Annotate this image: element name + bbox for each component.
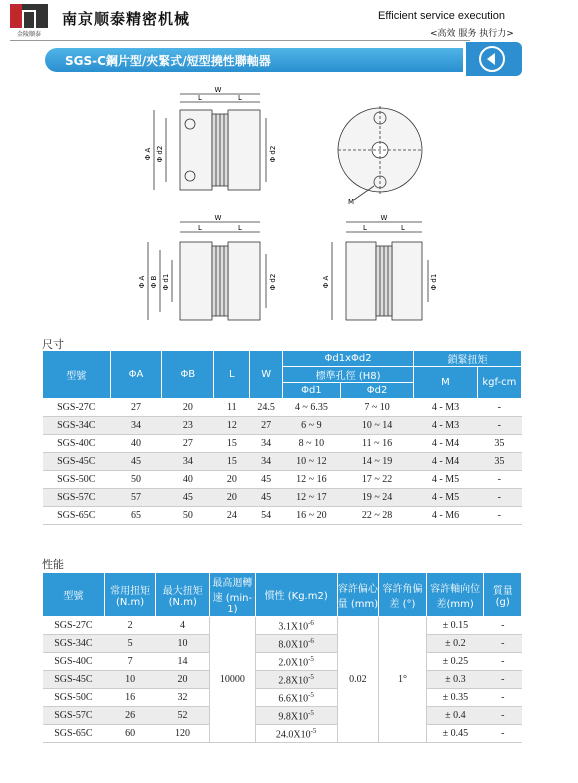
company-name: 南京顺泰精密机械: [62, 10, 191, 28]
cell-max: 14: [156, 653, 210, 671]
col-d2: Φd2: [340, 383, 413, 399]
cell-l: 15: [214, 453, 250, 471]
back-button[interactable]: [466, 42, 522, 76]
cell-max: 20: [156, 671, 210, 689]
cell-model: SGS-27C: [43, 617, 105, 635]
svg-text:W: W: [214, 214, 222, 222]
cell-l: 12: [214, 417, 250, 435]
performance-section-label: 性能: [42, 558, 64, 571]
cell-mass: -: [484, 635, 522, 653]
inertia-exponent: -6: [308, 618, 314, 627]
svg-text:Φ d2: Φ d2: [269, 273, 277, 291]
cell-w: 27: [250, 417, 283, 435]
cell-kgf: 35: [477, 453, 521, 471]
side-view-bottom-left: [148, 222, 266, 320]
col-model: 型號: [43, 573, 105, 617]
cell-axial: ± 0.2: [426, 635, 484, 653]
cell-rated: 10: [104, 671, 156, 689]
cell-mass: -: [484, 653, 522, 671]
col-w: W: [250, 351, 283, 399]
cell-b: 34: [162, 453, 214, 471]
table-row: [43, 671, 522, 689]
product-title-bar: [45, 48, 463, 72]
cell-b: 27: [162, 435, 214, 453]
cell-a: 27: [110, 399, 162, 417]
col-d1: Φd1: [282, 383, 340, 399]
cell-model: SGS-45C: [43, 453, 111, 471]
table-row: [43, 435, 522, 453]
col-max-speed: 最高迴轉速 (min-1): [210, 573, 256, 617]
cell-rated: 5: [104, 635, 156, 653]
cell-rated: 60: [104, 725, 156, 743]
col-bore-group: Φd1xΦd2: [282, 351, 413, 367]
inertia-exponent: -5: [310, 726, 317, 735]
cell-rated: 16: [104, 689, 156, 707]
cell-d1: 6 ~ 9: [282, 417, 340, 435]
cell-max: 52: [156, 707, 210, 725]
inertia-exponent: -5: [308, 708, 314, 717]
cell-d2: 10 ~ 14: [340, 417, 413, 435]
cell-max: 10: [156, 635, 210, 653]
cell-axial: ± 0.25: [426, 653, 484, 671]
cell-model: SGS-57C: [43, 707, 105, 725]
cell-model: SGS-50C: [43, 689, 105, 707]
cell-m: 4 - M5: [414, 489, 477, 507]
inertia-base: 3.1X10: [278, 621, 309, 633]
cell-inertia: [255, 671, 337, 689]
inertia-exponent: -6: [308, 636, 314, 645]
cell-w: 34: [250, 453, 283, 471]
cell-speed: 10000: [210, 617, 256, 743]
svg-text:L: L: [198, 94, 202, 102]
svg-text:Φ d2: Φ d2: [156, 145, 164, 163]
cell-inertia: [255, 617, 337, 635]
cell-kgf: 35: [477, 435, 521, 453]
cell-m: 4 - M6: [414, 507, 477, 525]
svg-text:Φ A: Φ A: [144, 147, 152, 161]
cell-a: 50: [110, 471, 162, 489]
side-view-bottom-right: [332, 222, 428, 320]
cell-a: 40: [110, 435, 162, 453]
cell-w: 45: [250, 471, 283, 489]
performance-table: [42, 572, 522, 743]
cell-axial: ± 0.35: [426, 689, 484, 707]
svg-text:W: W: [214, 86, 222, 94]
end-view: [338, 106, 422, 200]
cell-m: 4 - M3: [414, 399, 477, 417]
header-divider: [10, 40, 470, 41]
cell-m: 4 - M4: [414, 453, 477, 471]
cell-axial: ± 0.4: [426, 707, 484, 725]
cell-w: 45: [250, 489, 283, 507]
cell-m: 4 - M3: [414, 417, 477, 435]
svg-text:Φ A: Φ A: [138, 275, 146, 289]
inertia-exponent: -5: [308, 654, 314, 663]
cell-d2: 22 ~ 28: [340, 507, 413, 525]
table-row: [43, 489, 522, 507]
cell-d1: 12 ~ 16: [282, 471, 340, 489]
cell-b: 20: [162, 399, 214, 417]
cell-axial: ± 0.3: [426, 671, 484, 689]
cell-mass: -: [484, 671, 522, 689]
cell-a: 34: [110, 417, 162, 435]
table-row: [43, 725, 522, 743]
cell-m: 4 - M5: [414, 471, 477, 489]
cell-model: SGS-65C: [43, 725, 105, 743]
cell-d2: 19 ~ 24: [340, 489, 413, 507]
svg-text:Φ d1: Φ d1: [430, 273, 438, 291]
cell-d1: 12 ~ 17: [282, 489, 340, 507]
col-m: M: [414, 367, 477, 399]
col-angular-offset: 容許角偏差 (°): [379, 573, 427, 617]
cell-w: 54: [250, 507, 283, 525]
svg-text:L: L: [198, 224, 202, 232]
table-row: [43, 507, 522, 525]
cell-kgf: -: [477, 489, 521, 507]
cell-model: SGS-65C: [43, 507, 111, 525]
cell-b: 50: [162, 507, 214, 525]
col-l: L: [214, 351, 250, 399]
table-row: [43, 689, 522, 707]
svg-text:L: L: [238, 94, 242, 102]
cell-mass: -: [484, 707, 522, 725]
cell-inertia: [255, 689, 337, 707]
table-row: [43, 617, 522, 635]
inertia-base: 24.0X10: [275, 729, 311, 741]
table-row: [43, 707, 522, 725]
inertia-base: 2.0X10: [278, 657, 309, 669]
svg-text:金陵顺泰: 金陵顺泰: [16, 31, 42, 38]
col-model: 型號: [43, 351, 111, 399]
cell-mass: -: [484, 617, 522, 635]
table-row: [43, 399, 522, 417]
cell-max: 32: [156, 689, 210, 707]
cell-l: 11: [214, 399, 250, 417]
cell-inertia: [255, 653, 337, 671]
cell-rated: 7: [104, 653, 156, 671]
cell-max: 120: [156, 725, 210, 743]
cell-d1: 8 ~ 10: [282, 435, 340, 453]
svg-text:L: L: [363, 224, 367, 232]
cell-b: 45: [162, 489, 214, 507]
cell-w: 24.5: [250, 399, 283, 417]
table-row: [43, 471, 522, 489]
inertia-exponent: -5: [308, 672, 314, 681]
back-arrow-icon: [479, 46, 505, 72]
cell-axial: ± 0.45: [426, 725, 484, 743]
cell-kgf: -: [477, 399, 521, 417]
cell-model: SGS-45C: [43, 671, 105, 689]
cell-l: 15: [214, 435, 250, 453]
table-row: [43, 653, 522, 671]
dimensions-section-label: 尺寸: [42, 338, 64, 351]
cell-mass: -: [484, 689, 522, 707]
col-phi-a: ΦA: [110, 351, 162, 399]
slogan-chinese: <高效 服务 执行力>: [430, 29, 514, 39]
svg-text:W: W: [380, 214, 388, 222]
cell-inertia: [255, 635, 337, 653]
cell-model: SGS-40C: [43, 435, 111, 453]
cell-kgf: -: [477, 507, 521, 525]
col-phi-b: ΦB: [162, 351, 214, 399]
cell-model: SGS-50C: [43, 471, 111, 489]
cell-d2: 17 ~ 22: [340, 471, 413, 489]
svg-text:M: M: [348, 198, 355, 206]
cell-inertia: [255, 725, 337, 743]
col-max-torque: 最大扭矩 (N.m): [156, 573, 210, 617]
cell-b: 23: [162, 417, 214, 435]
cell-model: SGS-34C: [43, 635, 105, 653]
svg-text:Φ A: Φ A: [322, 275, 330, 289]
cell-a: 57: [110, 489, 162, 507]
inertia-base: 9.8X10: [278, 711, 309, 723]
cell-mass: -: [484, 725, 522, 743]
cell-kgf: -: [477, 417, 521, 435]
svg-text:Φ d1: Φ d1: [162, 273, 170, 291]
coupling-drawings: [130, 82, 450, 332]
cell-inertia: [255, 707, 337, 725]
cell-model: SGS-40C: [43, 653, 105, 671]
cell-max: 4: [156, 617, 210, 635]
cell-axial: ± 0.15: [426, 617, 484, 635]
table-row: [43, 417, 522, 435]
svg-text:Φ B: Φ B: [150, 275, 158, 289]
cell-model: SGS-57C: [43, 489, 111, 507]
col-kgf: kgf-cm: [477, 367, 521, 399]
cell-a: 45: [110, 453, 162, 471]
cell-m: 4 - M4: [414, 435, 477, 453]
cell-kgf: -: [477, 471, 521, 489]
product-title: SGS-C鋼片型/夾緊式/短型撓性聯軸器: [65, 54, 271, 68]
col-radial-offset: 容許偏心量 (mm): [337, 573, 379, 617]
cell-b: 40: [162, 471, 214, 489]
inertia-base: 8.0X10: [278, 639, 309, 651]
dimensions-table: [42, 350, 522, 525]
cell-angular: 1°: [379, 617, 427, 743]
company-logo: [10, 4, 48, 38]
col-axial-offset: 容許軸向位差(mm): [426, 573, 484, 617]
col-clamp-torque: 鎖緊扭矩: [414, 351, 522, 367]
cell-l: 24: [214, 507, 250, 525]
table-row: [43, 453, 522, 471]
cell-a: 65: [110, 507, 162, 525]
cell-model: SGS-34C: [43, 417, 111, 435]
cell-l: 20: [214, 489, 250, 507]
svg-text:Φ d2: Φ d2: [269, 145, 277, 163]
cell-rated: 26: [104, 707, 156, 725]
table-row: [43, 635, 522, 653]
cell-w: 34: [250, 435, 283, 453]
svg-text:L: L: [238, 224, 242, 232]
cell-radial: 0.02: [337, 617, 379, 743]
inertia-base: 6.6X10: [278, 693, 309, 705]
col-inertia: 慣性 (Kg.m2): [255, 573, 337, 617]
col-mass: 質量 (g): [484, 573, 522, 617]
cell-model: SGS-27C: [43, 399, 111, 417]
inertia-base: 2.8X10: [278, 675, 309, 687]
inertia-exponent: -5: [308, 690, 314, 699]
side-view-top: [154, 94, 266, 190]
cell-d1: 16 ~ 20: [282, 507, 340, 525]
cell-d2: 7 ~ 10: [340, 399, 413, 417]
cell-rated: 2: [104, 617, 156, 635]
page-header: [0, 0, 578, 44]
cell-d1: 10 ~ 12: [282, 453, 340, 471]
cell-l: 20: [214, 471, 250, 489]
cell-d2: 14 ~ 19: [340, 453, 413, 471]
col-rated-torque: 常用扭矩 (N.m): [104, 573, 156, 617]
svg-text:L: L: [401, 224, 405, 232]
col-bore-std: 標準孔徑 (H8): [282, 367, 413, 383]
cell-d2: 11 ~ 16: [340, 435, 413, 453]
cell-d1: 4 ~ 6.35: [282, 399, 340, 417]
slogan-english: Efficient service execution: [378, 10, 505, 22]
